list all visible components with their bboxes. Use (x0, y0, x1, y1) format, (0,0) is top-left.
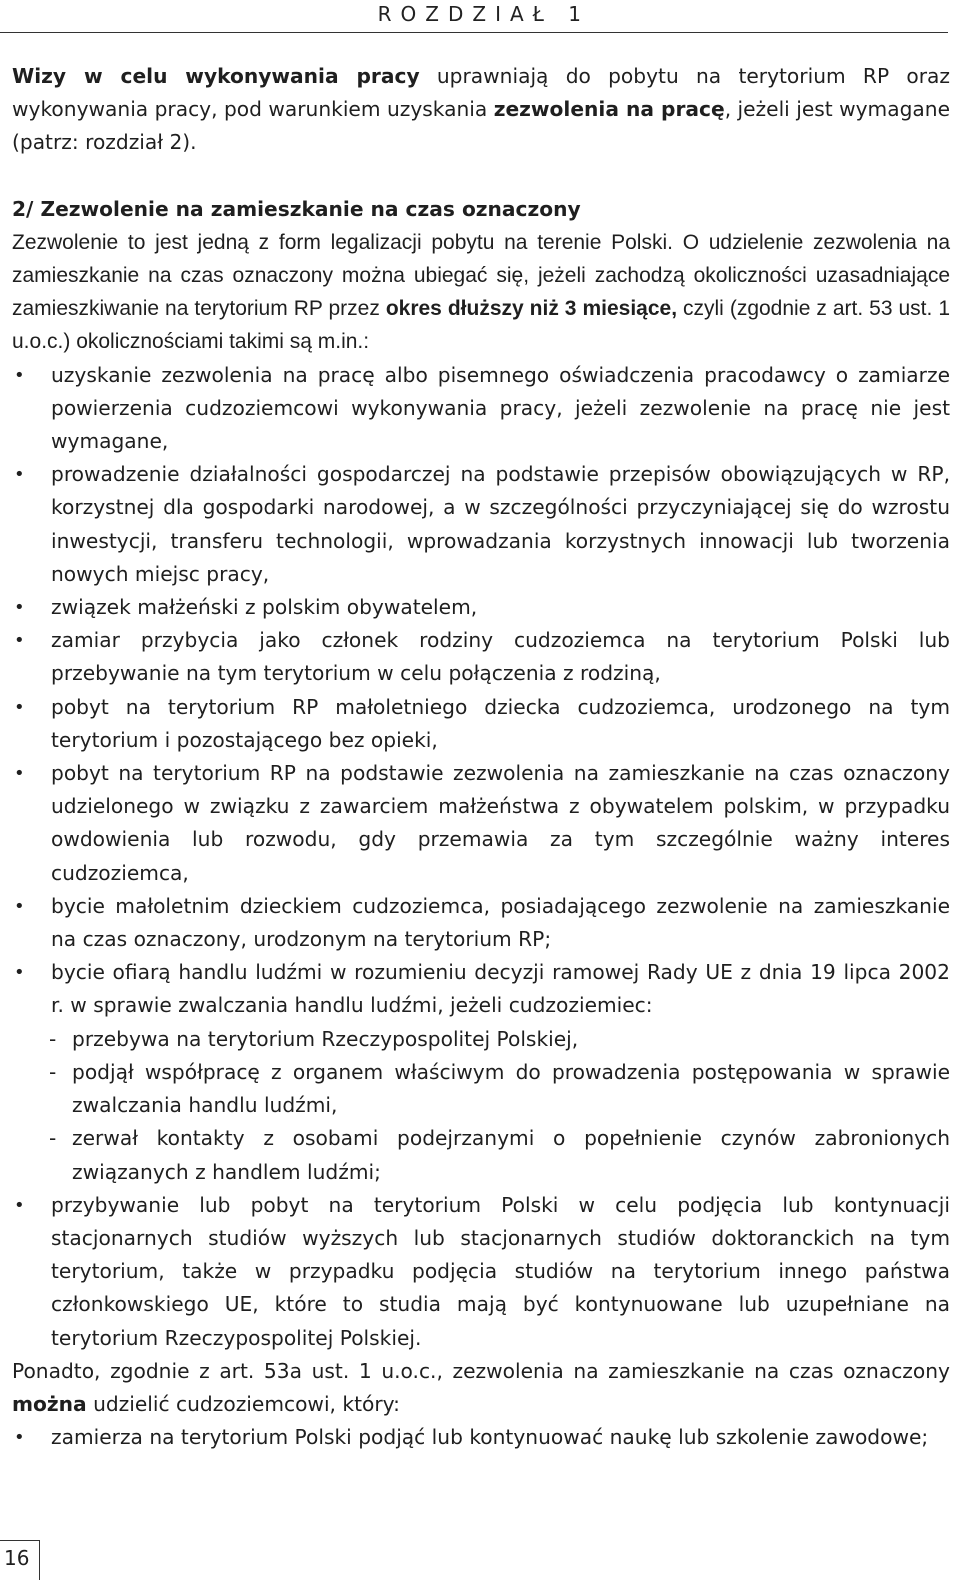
list-item: • pobyt na terytorium RP małoletniego dziecka cudzoziemca, urodzonego na tym terytorium i pozostającego bez opieki, (12, 691, 950, 757)
list-item: • pobyt na terytorium RP na podstawie zezwolenia na zamieszkanie na czas oznaczony udzielonego w związku z zawarciem małżeństwa z obywatelem polskim, w przypadku owdowienia lub rozwodu, gdy przemawia za tym szczególnie ważny interes cudzoziemca, (12, 757, 950, 890)
intro-text-2: , jeżeli jest wymagane (patrz: rozdział 2). (12, 97, 950, 155)
closing-text-1: Ponadto, zgodnie z art. 53a ust. 1 u.o.c., zezwolenia na zamieszkanie na czas oznaczony (12, 1358, 950, 1383)
section-text-b: czyli (zgodnie z art. 53 ust. 1 u.o.c.) okolicznościami takimi są m.in.: (12, 297, 950, 354)
section-paragraph (12, 226, 950, 359)
list-item: • zamierza na terytorium Polski podjąć lub kontynuować naukę lub szkolenie zawodowe; (12, 1421, 950, 1454)
intro-text-1: uprawniają do pobytu na terytorium RP oraz wykonywania pracy, pod warunkiem uzyskania (12, 64, 950, 122)
page-number: 16 (0, 1540, 40, 1580)
list-item: • prowadzenie działalności gospodarczej na podstawie przepisów obowiązujących w RP, korzystnej dla gospodarki narodowej, a w szczególności przyczyniającej się do wzrostu inwestycji, transferu technologii, wprowadzania korzystnych innowacji lub tworzenia nowych miejsc pracy, (12, 458, 950, 591)
closing-paragraph (12, 1355, 950, 1421)
closing-text-2: udzielić cudzoziemcowi, który: (86, 1391, 400, 1416)
page-body (12, 60, 950, 1454)
conditions-list (12, 359, 950, 1023)
intro-bold-1: Wizy w celu wykonywania pracy (12, 64, 420, 88)
second-conditions-list (12, 1421, 950, 1454)
list-item: • bycie ofiarą handlu ludźmi w rozumieniu decyzji ramowej Rady UE z dnia 19 lipca 2002 r. w sprawie zwalczania handlu ludźmi, jeżeli cudzoziemiec: (12, 956, 950, 1022)
intro-paragraph (12, 60, 950, 160)
chapter-header (0, 0, 948, 33)
sub-list (12, 1023, 950, 1189)
sub-list-item: - przebywa na terytorium Rzeczypospolitej Polskiej, (12, 1023, 950, 1056)
list-item: • uzyskanie zezwolenia na pracę albo pisemnego oświadczenia pracodawcy o zamiarze powierzenia cudzoziemcowi wykonywania pracy, jeżeli zezwolenie na pracę nie jest wymagane, (12, 359, 950, 459)
section-bold: okres dłuższy niż 3 miesiące, (385, 297, 678, 321)
list-item: • przybywanie lub pobyt na terytorium Polski w celu podjęcia lub kontynuacji stacjonarnych studiów wyższych lub stacjonarnych studiów doktoranckich na tym terytorium, także w przypadku podjęcia studiów na terytorium innego państwa członkowskiego UE, które to studia mają być kontynuowane lub uzupełniane na terytorium Rzeczypospolitej Polskiej. (12, 1189, 950, 1355)
intro-bold-2: zezwolenia na pracę (493, 97, 725, 122)
list-item: • zamiar przybycia jako członek rodziny cudzoziemca na terytorium Polski lub przebywanie na tym terytorium w celu połączenia z rodziną, (12, 624, 950, 690)
conditions-list-end (12, 1189, 950, 1355)
chapter-title: ROZDZIAŁ 1 (377, 2, 590, 26)
list-item: • bycie małoletnim dzieckiem cudzoziemca, posiadającego zezwolenie na zamieszkanie na czas oznaczony, urodzonym na terytorium RP; (12, 890, 950, 956)
section-text-a: Zezwolenie to jest jedną z form legalizacji pobytu na terenie Polski. O udzielenie zezwolenia na zamieszkanie na czas oznaczony można ubiegać się, jeżeli zachodzą okoliczności uzasadniające zamieszkiwanie na terytorium RP przez (12, 230, 950, 321)
list-item: • związek małżeński z polskim obywatelem, (12, 591, 950, 624)
sub-list-item: - zerwał kontakty z osobami podejrzanymi o popełnienie czynów zabronionych związanych z handlem ludźmi; (12, 1122, 950, 1188)
section-heading: 2/ Zezwolenie na zamieszkanie na czas oznaczony (12, 196, 581, 221)
closing-bold: można (12, 1391, 87, 1416)
sub-list-item: - podjął współpracę z organem właściwym do prowadzenia postępowania w sprawie zwalczania handlu ludźmi, (12, 1056, 950, 1122)
